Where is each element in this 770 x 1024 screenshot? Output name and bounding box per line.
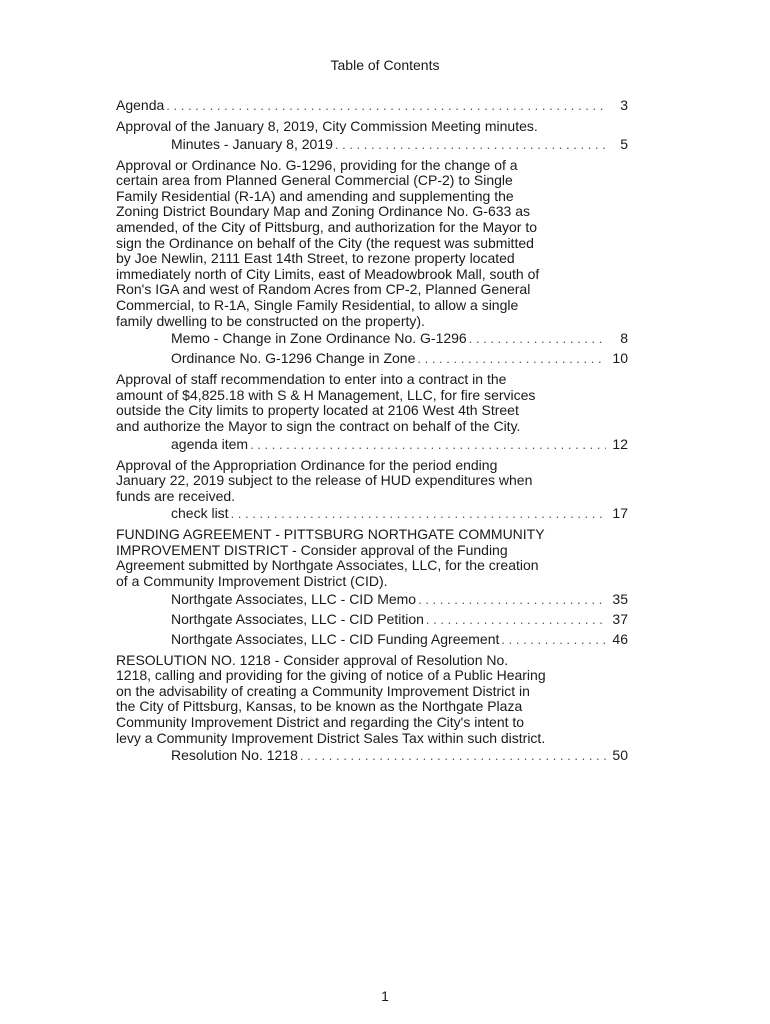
toc-item-description: Approval or Ordinance No. G-1296, providing for the change of a certain area from Planned General Commercial (CP-2) to Single Family Residential (R-1A) and amending and supplementing the Zoning District Boundary Map and Zoning Ordinance No. G-633 as amended, of the City of Pittsburg, and authorization for the Mayor to sign the Ordinance on behalf of the City (the request was submitted by Joe Newlin, 2111 East 14th Street, to rezone property located immediately north of City Limits, east of Meadowbrook Mall, south of Ron's IGA and west of Random Acres from CP-2, Planned General Commercial, to R-1A, Single Family Residential, to allow a single family dwelling to be constructed on the property). bbox=[116, 156, 540, 329]
toc-entry-page-number: 8 bbox=[620, 330, 628, 347]
dot-leader bbox=[469, 331, 606, 347]
toc-entry-label: Agenda bbox=[116, 97, 165, 113]
dot-leader bbox=[300, 748, 606, 764]
toc-list bbox=[116, 96, 628, 768]
toc-entry-page-number: 12 bbox=[612, 435, 628, 452]
dot-leader bbox=[418, 592, 606, 608]
toc-subentry[interactable] bbox=[116, 331, 628, 349]
dot-leader bbox=[417, 351, 606, 367]
toc-entry-label: agenda item bbox=[171, 435, 249, 452]
toc-item-description: Approval of the Appropriation Ordinance for the period ending January 22, 2019 subject to the release of HUD expenditures when funds are received. bbox=[116, 456, 533, 504]
toc-entry-label: Resolution No. 1218 bbox=[171, 747, 298, 764]
dot-leader bbox=[335, 137, 606, 153]
toc-entry-label: Memo - Change in Zone Ordinance No. G-1296 bbox=[171, 330, 467, 347]
toc-item-description: Approval of staff recommendation to enter into a contract in the amount of $4,825.18 with S & H Management, LLC, for fire services outside the City limits to property located at 2106 West 4th Street and authorize the Mayor to sign the contract on behalf of the City. bbox=[116, 371, 536, 434]
dot-leader bbox=[501, 632, 606, 648]
toc-item-description: Approval of the January 8, 2019, City Commission Meeting minutes. bbox=[116, 118, 538, 134]
toc-subentry[interactable] bbox=[116, 137, 628, 155]
dot-leader bbox=[250, 437, 606, 453]
toc-subentry[interactable] bbox=[116, 592, 628, 610]
toc-entry-label: Northgate Associates, LLC - CID Petition bbox=[171, 610, 424, 627]
toc-title: Table of Contents bbox=[330, 57, 440, 73]
toc-subentry[interactable] bbox=[116, 437, 628, 455]
toc-entry-label: check list bbox=[171, 505, 229, 522]
toc-subentry[interactable] bbox=[116, 748, 628, 766]
toc-entry-label: Northgate Associates, LLC - CID Funding Agreement bbox=[171, 630, 500, 647]
dot-leader bbox=[231, 506, 606, 522]
toc-entry-label: Northgate Associates, LLC - CID Memo bbox=[171, 590, 417, 607]
toc-entry[interactable] bbox=[116, 98, 628, 116]
toc-entry-page-number: 17 bbox=[612, 505, 628, 522]
dot-leader bbox=[426, 612, 606, 628]
toc-entry-label: Minutes - January 8, 2019 bbox=[171, 135, 333, 152]
toc-entry-page-number: 3 bbox=[620, 97, 628, 113]
toc-item-description: RESOLUTION NO. 1218 - Consider approval of Resolution No. 1218, calling and providing for the giving of notice of a Public Hearing on the advisability of creating a Community Improvement District in the City of Pittsburg, Kansas, to be known as the Northgate Plaza Community Improvement District and regarding the City's intent to levy a Community Improvement District Sales Tax within such district. bbox=[116, 651, 546, 746]
page-number: 1 bbox=[381, 988, 389, 1004]
toc-entry-page-number: 35 bbox=[612, 590, 628, 607]
toc-item-description: FUNDING AGREEMENT - PITTSBURG NORTHGATE COMMUNITY IMPROVEMENT DISTRICT - Consider approval of the Funding Agreement submitted by Northgate Associates, LLC, for the creation of a Community Improvement District (CID). bbox=[116, 526, 545, 590]
toc-subentry[interactable] bbox=[116, 612, 628, 630]
toc-entry-label: Ordinance No. G-1296 Change in Zone bbox=[171, 350, 416, 367]
toc-subentry[interactable] bbox=[116, 351, 628, 369]
toc-entry-page-number: 37 bbox=[612, 610, 628, 627]
toc-entry-page-number: 50 bbox=[612, 747, 628, 764]
toc-entry-page-number: 5 bbox=[620, 135, 628, 152]
toc-entry-page-number: 10 bbox=[612, 350, 628, 367]
toc-entry-page-number: 46 bbox=[612, 630, 628, 647]
toc-subentry[interactable] bbox=[116, 506, 628, 524]
toc-subentry[interactable] bbox=[116, 632, 628, 650]
dot-leader bbox=[166, 98, 606, 114]
